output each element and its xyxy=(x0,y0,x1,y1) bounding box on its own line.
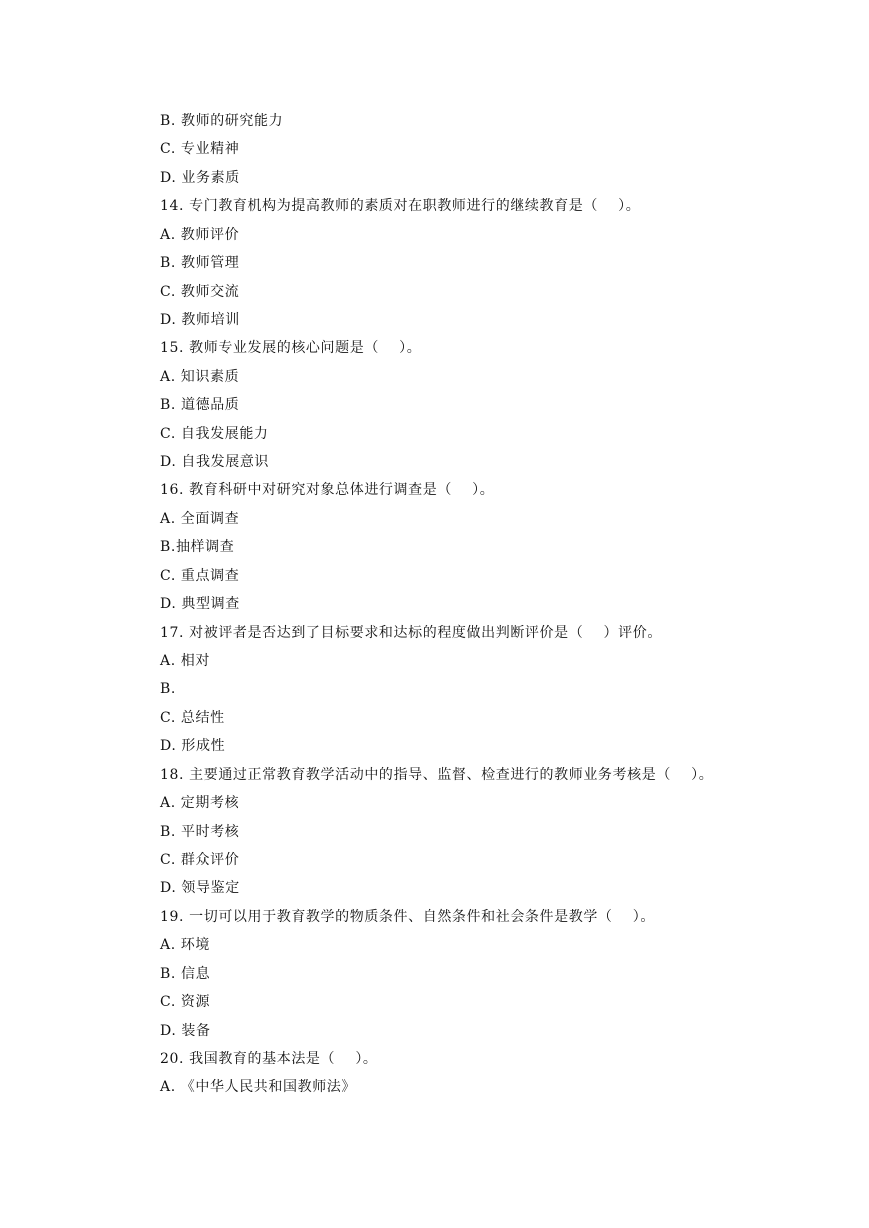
question-16: 16. 教育科研中对研究对象总体进行调查是（ ）。 xyxy=(160,482,495,499)
document-body xyxy=(160,107,800,1102)
option-line: D. 自我发展意识 xyxy=(160,454,270,471)
question-15: 15. 教师专业发展的核心问题是（ ）。 xyxy=(160,340,422,357)
option-line: B.抽样调查 xyxy=(160,539,235,556)
question-14: 14. 专门教育机构为提高教师的素质对在职教师进行的继续教育是（ ）。 xyxy=(160,198,641,215)
text-line: B. 教师的研究能力 xyxy=(160,113,284,129)
option-line: D. 领导鉴定 xyxy=(160,880,240,897)
option-line: A. 知识素质 xyxy=(160,368,240,385)
text-line: D. 业务素质 xyxy=(160,169,240,186)
option-line: C. 教师交流 xyxy=(160,283,240,300)
option-line: B. 教师管理 xyxy=(160,255,240,272)
option-line: C. 重点调查 xyxy=(160,567,240,584)
option-line: A. 全面调查 xyxy=(160,510,240,527)
option-line: A. 教师评价 xyxy=(160,226,240,243)
option-line: A. 相对 xyxy=(160,653,211,670)
option-line: D. 典型调查 xyxy=(160,596,240,613)
option-line: D. 教师培训 xyxy=(160,311,240,328)
option-line: C. 自我发展能力 xyxy=(160,425,269,442)
text-line: C. 专业精神 xyxy=(160,141,240,158)
option-line: A. 环境 xyxy=(160,937,211,954)
option-line: D. 装备 xyxy=(160,1022,211,1039)
question-20: 20. 我国教育的基本法是（ ）。 xyxy=(160,1050,378,1067)
option-line: C. 资源 xyxy=(160,994,211,1011)
option-line: B. 平时考核 xyxy=(160,823,240,840)
option-line: B. 信息 xyxy=(160,965,211,982)
question-17: 17. 对被评者是否达到了目标要求和达标的程度做出判断评价是（ ）评价。 xyxy=(160,624,662,641)
question-18: 18. 主要通过正常教育教学活动中的指导、监督、检查进行的教师业务考核是（ ）。 xyxy=(160,766,714,783)
option-line: B. 道德品质 xyxy=(160,397,240,414)
option-line: D. 形成性 xyxy=(160,738,226,755)
option-line: C. 群众评价 xyxy=(160,851,240,868)
option-line: A. 《中华人民共和国教师法》 xyxy=(160,1079,357,1096)
question-19: 19. 一切可以用于教育教学的物质条件、自然条件和社会条件是教学（ ）。 xyxy=(160,908,655,925)
option-line: B. xyxy=(160,681,176,698)
option-line: A. 定期考核 xyxy=(160,795,240,812)
option-line: C. 总结性 xyxy=(160,709,225,726)
